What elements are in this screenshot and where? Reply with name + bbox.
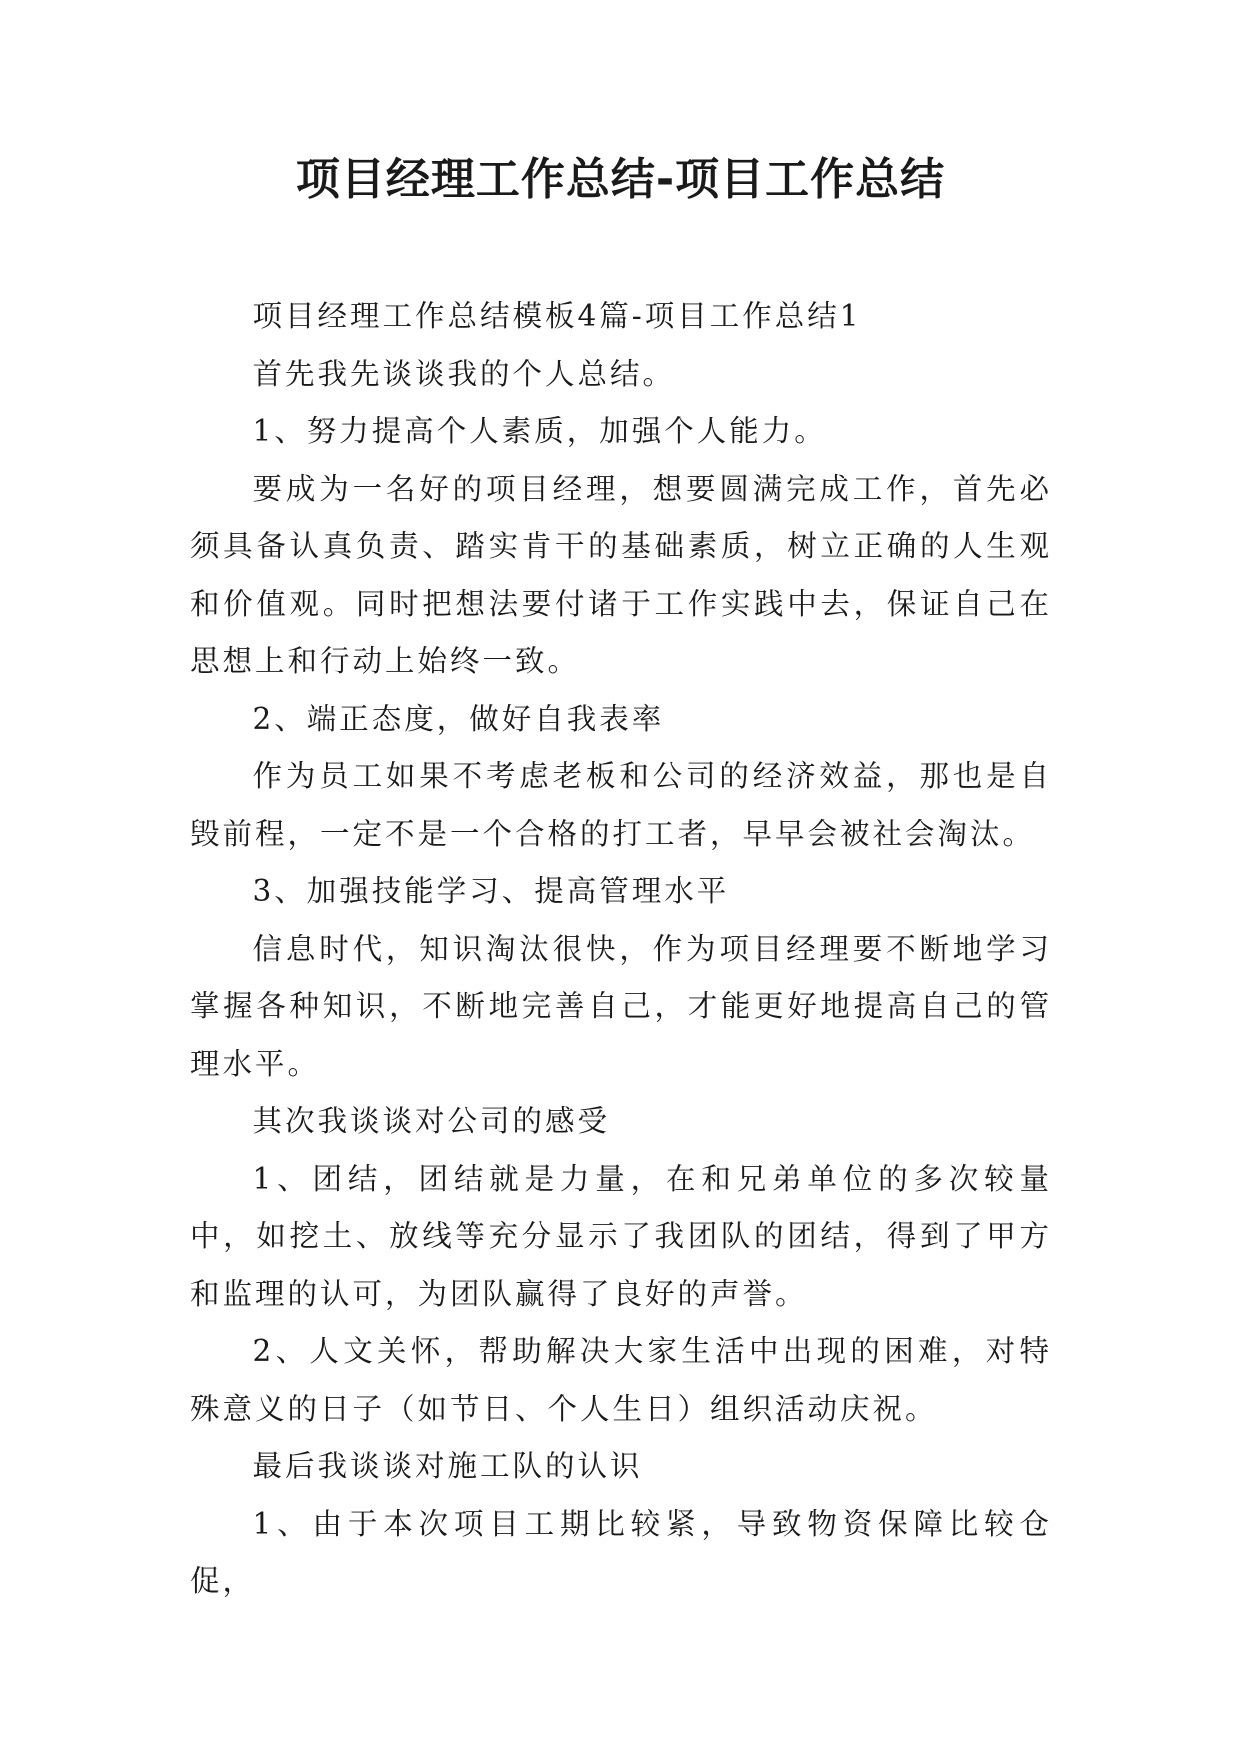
paragraph: 其次我谈谈对公司的感受 xyxy=(252,1104,611,1138)
paragraph-heading: 项目经理工作总结模板4篇-项目工作总结1 xyxy=(252,299,862,333)
document-title: 项目经理工作总结-项目工作总结 xyxy=(295,154,946,205)
paragraph: 1、由于本次项目工期比较紧，导致物资保障比较仓促， xyxy=(190,1506,1052,1598)
paragraph: 首先我先谈谈我的个人总结。 xyxy=(252,356,676,391)
paragraph: 1、团结，团结就是力量，在和兄弟单位的多次较量中，如挖土、放线等充分显示了我团队的团结，得到了甲方和监理的认可，为团队赢得了良好的声誉。 xyxy=(190,1161,1052,1311)
paragraph: 信息时代，知识淘汰很快，作为项目经理要不断地学习掌握各种知识，不断地完善自己，才能更好地提高自己的管理水平。 xyxy=(190,931,1052,1081)
paragraph: 要成为一名好的项目经理，想要圆满完成工作，首先必须具备认真负责、踏实肯干的基础素质，树立正确的人生观和价值观。同时把想法要付诸于工作实践中去，保证自己在思想上和行动上始终一致。 xyxy=(190,471,1052,678)
paragraph: 2、人文关怀，帮助解决大家生活中出现的困难，对特殊意义的日子（如节日、个人生日）组织活动庆祝。 xyxy=(190,1334,1052,1426)
paragraph: 3、加强技能学习、提高管理水平 xyxy=(252,874,730,908)
paragraph: 2、端正态度，做好自我表率 xyxy=(252,701,665,736)
paragraph: 最后我谈谈对施工队的认识 xyxy=(252,1449,643,1483)
paragraph: 作为员工如果不考虑老板和公司的经济效益，那也是自毁前程，一定不是一个合格的打工者，早早会被社会淘汰。 xyxy=(190,759,1052,851)
document-body xyxy=(190,288,1052,1611)
paragraph: 1、努力提高个人素质，加强个人能力。 xyxy=(252,414,827,448)
